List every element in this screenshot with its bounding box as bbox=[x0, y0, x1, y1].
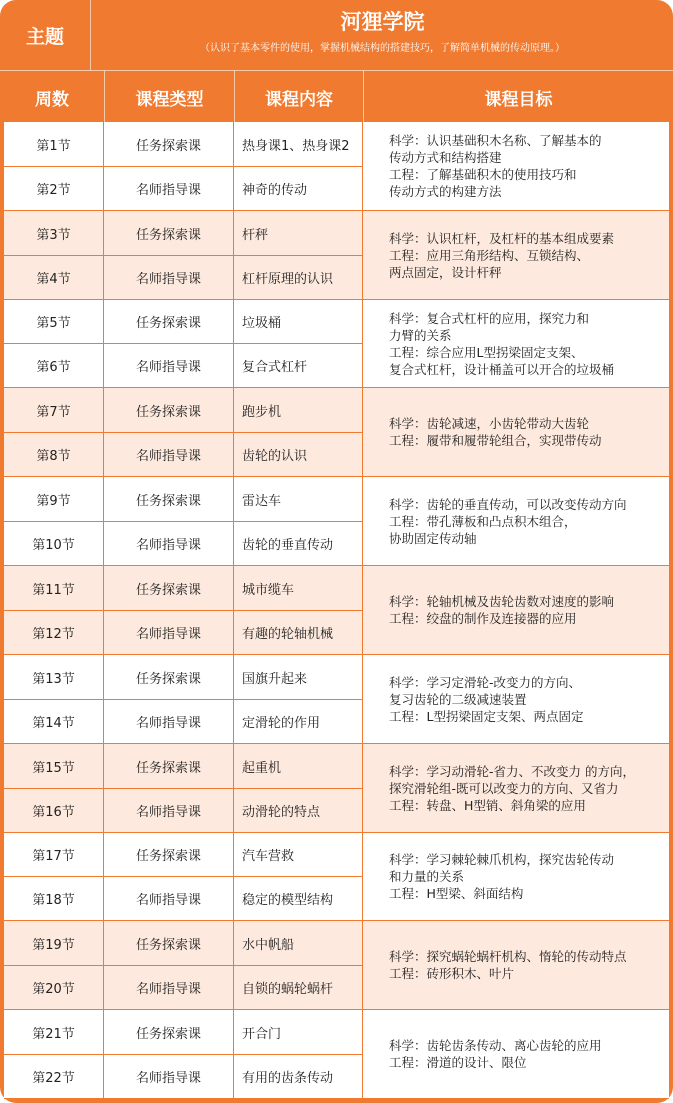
content-cell: 水中帆船 bbox=[234, 921, 363, 966]
content-cell: 城市缆车 bbox=[234, 566, 363, 611]
week-cell: 第4节 bbox=[4, 256, 104, 300]
column-header-week: 周数 bbox=[35, 89, 69, 110]
type-cell: 名师指导课 bbox=[104, 789, 234, 833]
type-cell: 名师指导课 bbox=[104, 256, 234, 300]
week-cell: 第17节 bbox=[4, 833, 104, 877]
goal-cell: 科学：认识基础积木名称、了解基本的 传动方式和结构搭建 工程：了解基础积木的使用技巧和 传动方式的构建方法 bbox=[363, 122, 669, 211]
content-cell: 热身课1、热身课2 bbox=[234, 122, 363, 167]
content-cell: 垃圾桶 bbox=[234, 300, 363, 344]
goal-cell: 科学：学习棘轮棘爪机构，探究齿轮传动 和力量的关系 工程：H型梁、斜面结构 bbox=[363, 833, 669, 921]
week-cell: 第21节 bbox=[4, 1010, 104, 1055]
type-cell: 任务探索课 bbox=[104, 655, 234, 700]
type-cell: 名师指导课 bbox=[104, 433, 234, 477]
goal-cell: 科学：认识杠杆，及杠杆的基本组成要素 工程：应用三角形结构、互锁结构、 两点固定，设计杆秤 bbox=[363, 211, 669, 300]
type-cell: 任务探索课 bbox=[104, 566, 234, 611]
type-cell: 任务探索课 bbox=[104, 122, 234, 167]
column-header-row bbox=[0, 70, 673, 123]
type-cell: 名师指导课 bbox=[104, 611, 234, 655]
content-cell: 有趣的轮轴机械 bbox=[234, 611, 363, 655]
week-cell: 第14节 bbox=[4, 700, 104, 744]
type-cell: 名师指导课 bbox=[104, 966, 234, 1010]
week-cell: 第19节 bbox=[4, 921, 104, 966]
type-cell: 名师指导课 bbox=[104, 522, 234, 566]
content-cell: 开合门 bbox=[234, 1010, 363, 1055]
week-cell: 第12节 bbox=[4, 611, 104, 655]
column-header-type: 课程类型 bbox=[104, 71, 234, 123]
goal-cell: 科学：复合式杠杆的应用，探究力和 力臂的关系 工程：综合应用L型拐梁固定支架、 复合式杠杆，设计桶盖可以开合的垃圾桶 bbox=[363, 300, 669, 388]
type-cell: 名师指导课 bbox=[104, 344, 234, 388]
content-cell: 杠杆原理的认识 bbox=[234, 256, 363, 300]
type-cell: 任务探索课 bbox=[104, 477, 234, 522]
content-cell: 国旗升起来 bbox=[234, 655, 363, 700]
type-cell: 任务探索课 bbox=[104, 300, 234, 344]
type-cell: 名师指导课 bbox=[104, 167, 234, 211]
goal-cell: 科学：轮轴机械及齿轮齿数对速度的影响 工程：绞盘的制作及连接器的应用 bbox=[363, 566, 669, 655]
week-cell: 第2节 bbox=[4, 167, 104, 211]
column-header-goal: 课程目标 bbox=[363, 71, 673, 123]
week-cell: 第13节 bbox=[4, 655, 104, 700]
goal-cell: 科学：探究蜗轮蜗杆机构、惰轮的传动特点 工程：砖形积木、叶片 bbox=[363, 921, 669, 1010]
content-cell: 雷达车 bbox=[234, 477, 363, 522]
title-divider bbox=[90, 0, 91, 70]
week-cell: 第3节 bbox=[4, 211, 104, 256]
goal-cell: 科学：齿轮齿条传动、离心齿轮的应用 工程：滑道的设计、限位 bbox=[363, 1010, 669, 1099]
week-cell: 第18节 bbox=[4, 877, 104, 921]
content-cell: 定滑轮的作用 bbox=[234, 700, 363, 744]
content-cell: 自锁的蜗轮蜗杆 bbox=[234, 966, 363, 1010]
content-cell: 复合式杠杆 bbox=[234, 344, 363, 388]
type-cell: 名师指导课 bbox=[104, 877, 234, 921]
title-row bbox=[0, 0, 673, 70]
type-cell: 名师指导课 bbox=[104, 1055, 234, 1099]
type-cell: 任务探索课 bbox=[104, 211, 234, 256]
goal-cell: 科学：齿轮的垂直传动，可以改变传动方向 工程：带孔薄板和凸点积木组合， 协助固定传动轴 bbox=[363, 477, 669, 566]
week-cell: 第1节 bbox=[4, 122, 104, 167]
goal-cell: 科学：学习定滑轮-改变力的方向、 复习齿轮的二级减速装置 工程：L型拐梁固定支架、两点固定 bbox=[363, 655, 669, 744]
page-subtitle: （认识了基本零件的使用，掌握机械结构的搭建技巧，了解简单机械的传动原理。） bbox=[200, 43, 565, 54]
content-cell: 起重机 bbox=[234, 744, 363, 789]
week-cell: 第6节 bbox=[4, 344, 104, 388]
type-cell: 任务探索课 bbox=[104, 1010, 234, 1055]
type-cell: 任务探索课 bbox=[104, 833, 234, 877]
page-title: 河狸学院 bbox=[340, 10, 425, 34]
goal-cell: 科学：学习动滑轮-省力、不改变力 的方向， 探究滑轮组-既可以改变力的方向、又省力 工程：转盘、H型销、斜角梁的应用 bbox=[363, 744, 669, 833]
content-cell: 跑步机 bbox=[234, 388, 363, 433]
week-cell: 第7节 bbox=[4, 388, 104, 433]
week-cell: 第10节 bbox=[4, 522, 104, 566]
column-header-content: 课程内容 bbox=[234, 71, 363, 123]
week-cell: 第9节 bbox=[4, 477, 104, 522]
week-cell: 第11节 bbox=[4, 566, 104, 611]
week-cell: 第16节 bbox=[4, 789, 104, 833]
goal-cell: 科学：齿轮减速，小齿轮带动大齿轮 工程：履带和履带轮组合，实现带传动 bbox=[363, 388, 669, 477]
content-cell: 齿轮的垂直传动 bbox=[234, 522, 363, 566]
type-cell: 任务探索课 bbox=[104, 921, 234, 966]
type-cell: 名师指导课 bbox=[104, 700, 234, 744]
type-cell: 任务探索课 bbox=[104, 744, 234, 789]
content-cell: 齿轮的认识 bbox=[234, 433, 363, 477]
content-cell: 有用的齿条传动 bbox=[234, 1055, 363, 1099]
week-cell: 第22节 bbox=[4, 1055, 104, 1099]
week-cell: 第15节 bbox=[4, 744, 104, 789]
content-cell: 神奇的传动 bbox=[234, 167, 363, 211]
week-cell: 第20节 bbox=[4, 966, 104, 1010]
content-cell: 杆秤 bbox=[234, 211, 363, 256]
content-cell: 稳定的模型结构 bbox=[234, 877, 363, 921]
content-cell: 汽车营救 bbox=[234, 833, 363, 877]
type-cell: 任务探索课 bbox=[104, 388, 234, 433]
table-body bbox=[4, 122, 669, 1099]
week-cell: 第5节 bbox=[4, 300, 104, 344]
theme-label: 主题 bbox=[25, 25, 64, 48]
content-cell: 动滑轮的特点 bbox=[234, 789, 363, 833]
week-cell: 第8节 bbox=[4, 433, 104, 477]
